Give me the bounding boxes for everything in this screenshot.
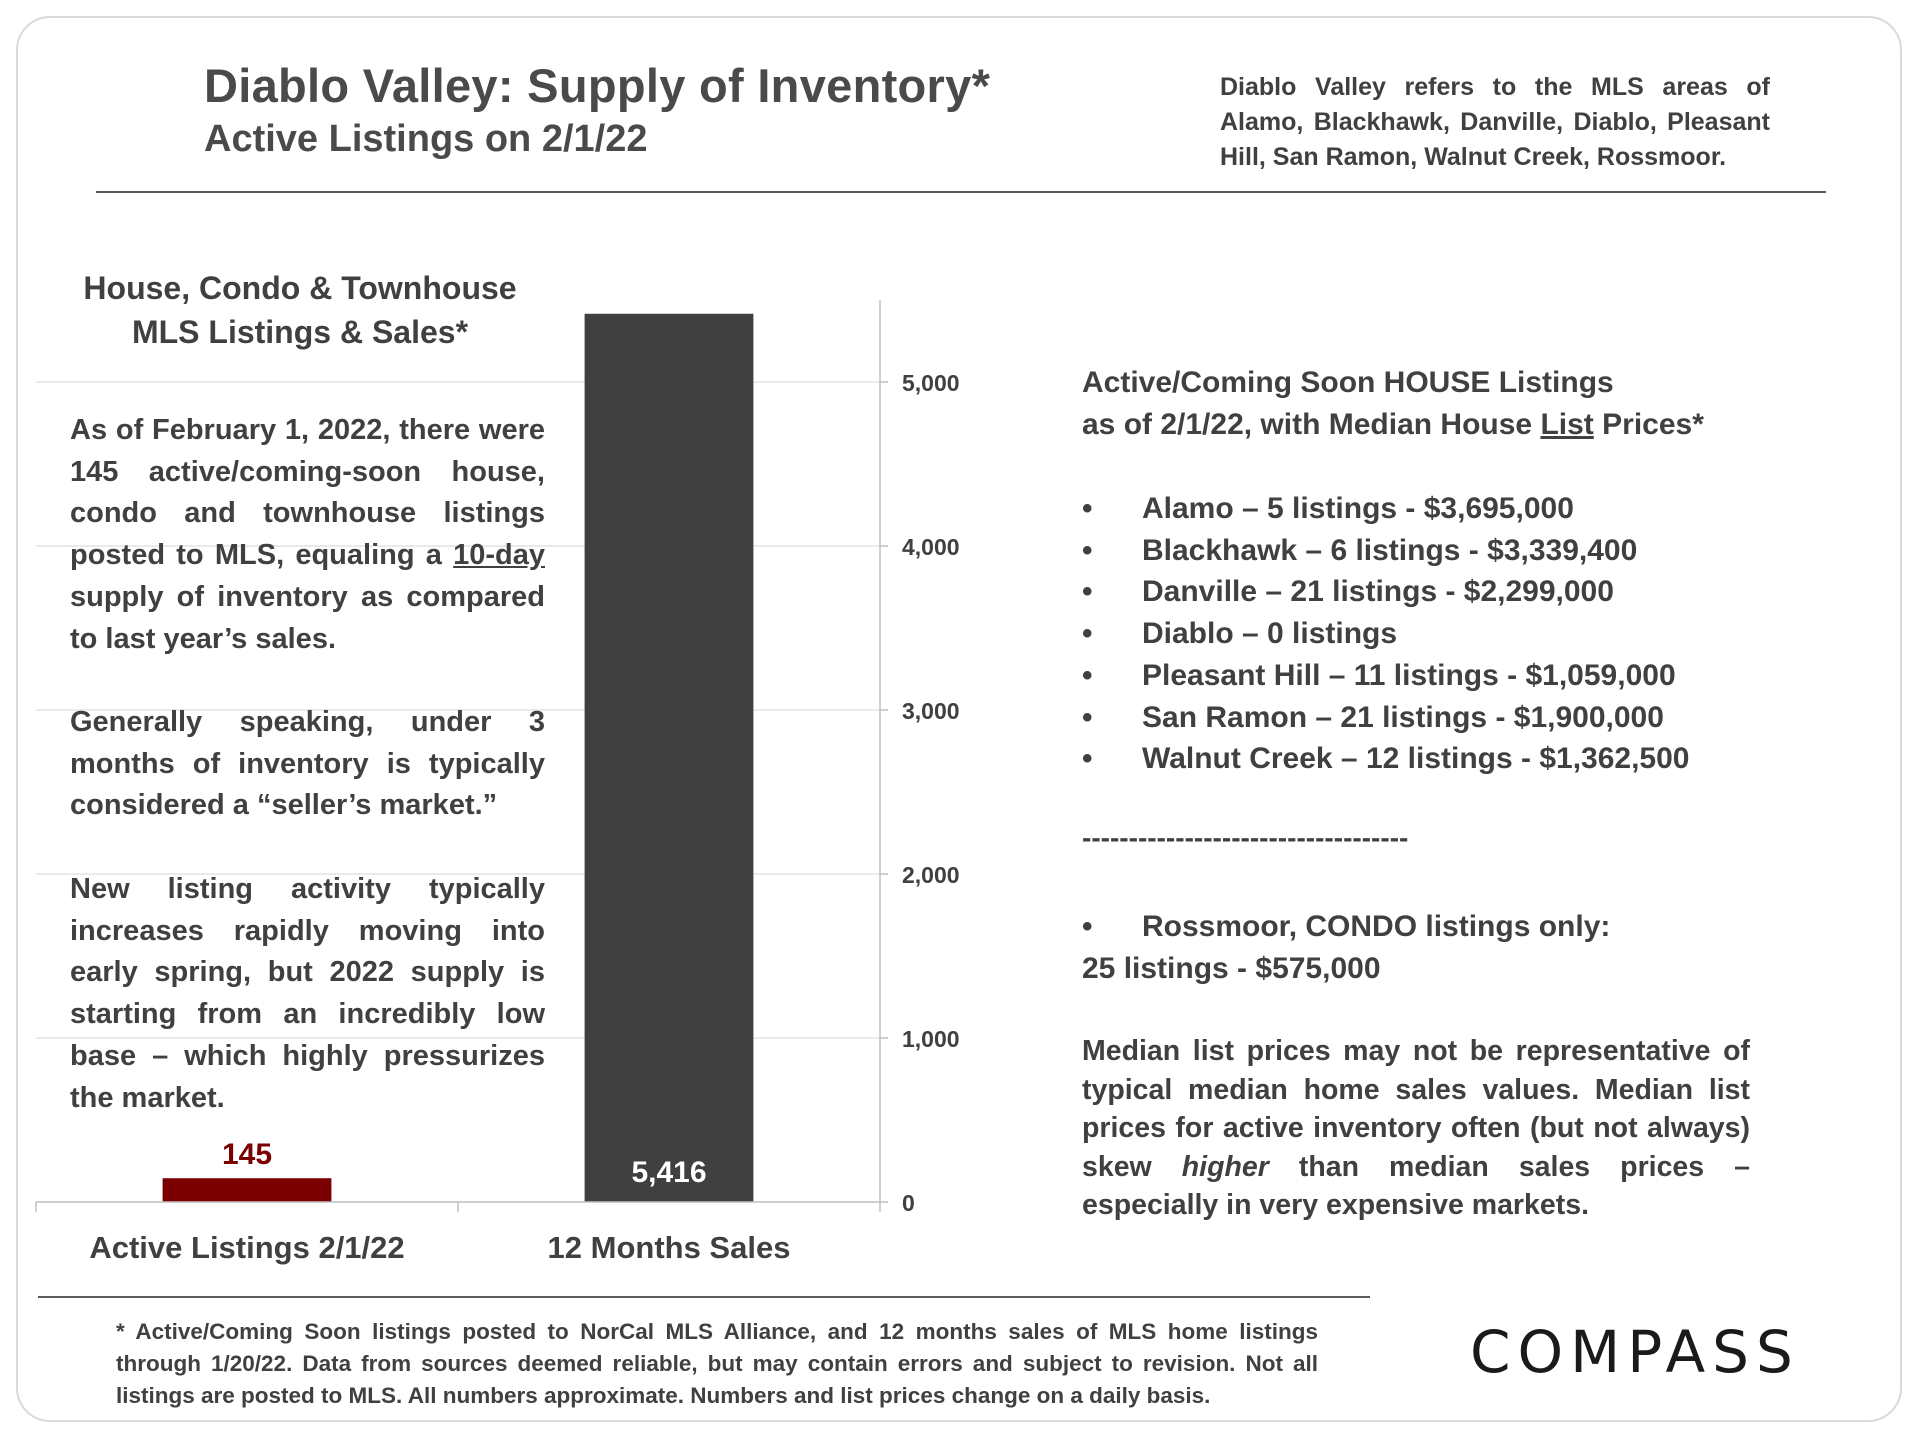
listing-item — [1082, 738, 1689, 780]
inventory-text-b: supply of inventory as compared to last year’s sales. — [70, 580, 545, 655]
listing-item — [1082, 530, 1689, 572]
area-definition-note: Diablo Valley refers to the MLS areas of Alamo, Blackhawk, Danville, Diablo, Pleasant Hill, San Ramon, Walnut Creek, Rossmoor. — [1220, 73, 1770, 171]
house-listings-heading-line2: as of 2/1/22, with Median House List Prices* — [1082, 408, 1704, 441]
higher-emphasis: higher — [1181, 1150, 1269, 1183]
y-tick-label: 3,000 — [902, 698, 960, 724]
listing-text: Danville – 21 listings - $2,299,000 — [1142, 575, 1614, 609]
y-tick-label: 4,000 — [902, 534, 960, 560]
x-category-label: 12 Months Sales — [547, 1230, 791, 1265]
compass-logo: COMPASS — [1470, 1318, 1800, 1386]
x-category-label: Active Listings 2/1/22 — [89, 1230, 405, 1265]
chart-heading-line2: MLS Listings & Sales* — [131, 314, 469, 350]
bullet-icon: • — [1082, 742, 1093, 776]
sellers-market-paragraph: Generally speaking, under 3 months of inventory is typically considered a “seller’s market.” — [70, 706, 545, 822]
bar-active-listings — [163, 1178, 332, 1202]
footer-divider — [38, 1296, 1370, 1298]
listing-text: Walnut Creek – 12 listings - $1,362,500 — [1142, 742, 1690, 776]
section-separator: ----------------------------------- — [1082, 822, 1409, 853]
listing-item — [1082, 655, 1689, 697]
bullet-icon: • — [1082, 617, 1093, 651]
bullet-icon: • — [1082, 700, 1093, 734]
median-price-disclaimer: Median list prices may not be representative of typical median home sales values. Median list prices for active inventory often (but not always) skew higher than median sales prices – especially in very expensive markets. — [1082, 1035, 1751, 1221]
bullet-icon: • — [1082, 533, 1093, 567]
y-tick-label: 0 — [902, 1190, 915, 1216]
house-listings-heading — [1082, 362, 1704, 446]
listing-text: Pleasant Hill – 11 listings - $1,059,000 — [1142, 658, 1676, 692]
data-label: 5,416 — [631, 1156, 707, 1189]
listing-text: Alamo – 5 listings - $3,695,000 — [1142, 492, 1574, 525]
bullet-icon: • — [1082, 910, 1093, 943]
listing-text: Diablo – 0 listings — [1142, 617, 1398, 651]
list-price-highlight: List — [1540, 408, 1594, 441]
inventory-text-a: As of February 1, 2022, there were 145 active/coming-soon house, condo and townhouse listings posted to MLS, equaling a — [70, 414, 545, 572]
source-footnote: * Active/Coming Soon listings posted to NorCal MLS Alliance, and 12 months sales of MLS home listings through 1/20/22. Data from sources deemed reliable, but may contain errors and subject to revision. Not all listings are posted to MLS. All numbers approximate. Numbers and list prices change on a daily basis. — [116, 1319, 1318, 1408]
listing-item — [1082, 571, 1689, 613]
bullet-icon: • — [1082, 658, 1093, 692]
listing-text: Blackhawk – 6 listings - $3,339,400 — [1142, 533, 1638, 567]
listing-item — [1082, 697, 1689, 739]
page-subtitle: Active Listings on 2/1/22 — [204, 118, 648, 160]
listing-item — [1082, 488, 1689, 530]
chart-heading — [55, 266, 545, 354]
chart-heading-line1: House, Condo & Townhouse — [83, 270, 517, 306]
listing-item — [1082, 613, 1689, 655]
bullet-icon: • — [1082, 575, 1093, 609]
y-tick-label: 5,000 — [902, 370, 960, 396]
listing-activity-paragraph: New listing activity typically increases rapidly moving into early spring, but 2022 supply is starting from an incredibly low base – which highly pressurizes the market. — [70, 873, 545, 1114]
listing-text: San Ramon – 21 listings - $1,900,000 — [1142, 700, 1664, 734]
page-title: Diablo Valley: Supply of Inventory* — [204, 59, 991, 112]
bullet-icon: • — [1082, 492, 1093, 525]
rossmoor-listing — [1082, 906, 1610, 990]
house-listings-heading-line1: Active/Coming Soon HOUSE Listings — [1082, 366, 1614, 399]
bar-12-month-sales — [585, 314, 754, 1202]
y-tick-label: 1,000 — [902, 1026, 960, 1052]
inventory-days-highlight: 10-day — [453, 539, 545, 572]
inventory-paragraph — [70, 410, 545, 660]
rossmoor-line1: • Rossmoor, CONDO listings only: — [1082, 906, 1610, 948]
y-tick-label: 2,000 — [902, 862, 960, 888]
house-listings-list — [1082, 488, 1689, 780]
rossmoor-line2: 25 listings - $575,000 — [1082, 952, 1381, 985]
data-label: 145 — [221, 1138, 273, 1172]
